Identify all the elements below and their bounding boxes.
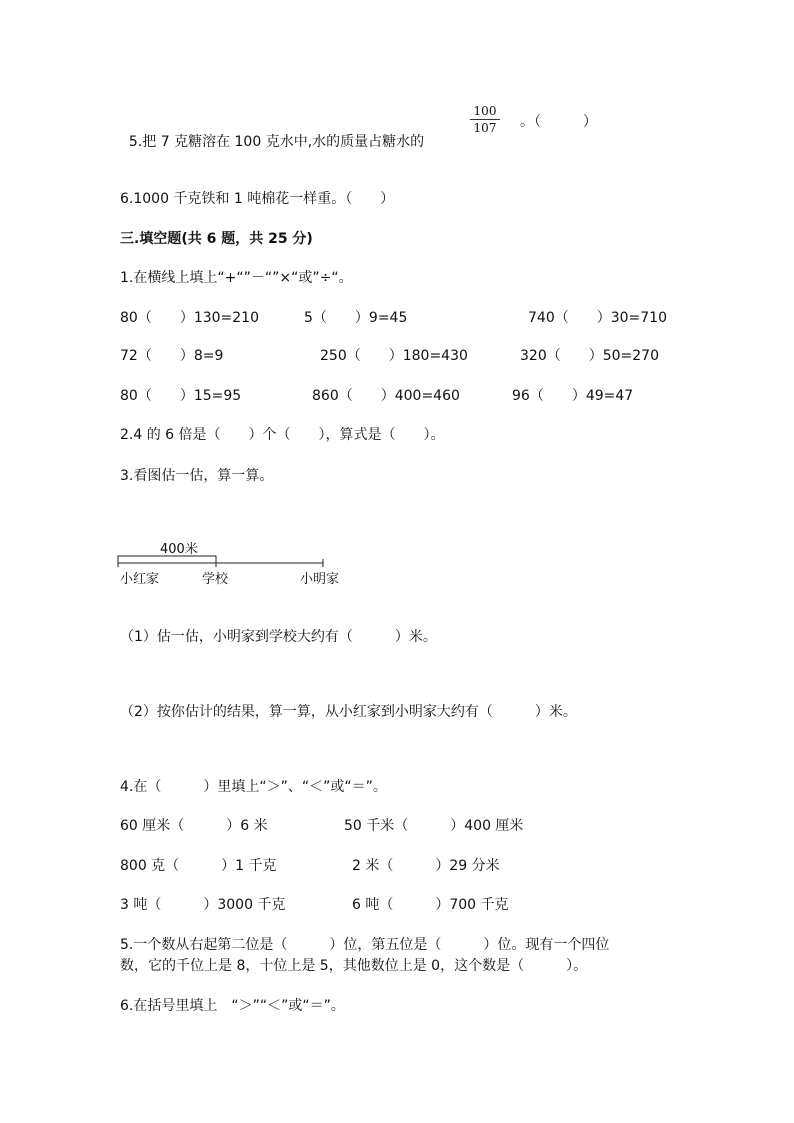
question-2: 2.4 的 6 倍是（ ）个（ ），算式是（ ）。: [120, 427, 445, 443]
question-1-title: 1.在横线上填上“+“”－“”×“或”÷“。: [120, 270, 353, 286]
question-4-title: 4.在（ ）里填上“＞”、“＜”或“＝”。: [120, 779, 387, 795]
q1-row-1-col-1: 80（ ）130=210: [120, 310, 259, 326]
fraction-bar: [470, 119, 500, 120]
question-5-line-1: 5.一个数从右起第二位是（ ）位，第五位是（ ）位。现有一个四位: [120, 937, 610, 953]
label-school: 学校: [202, 572, 229, 587]
question-6: 6.在括号里填上 “＞”“＜”或“＝”。: [120, 998, 345, 1014]
q1-row-3-col-3: 96（ ）49=47: [512, 388, 634, 404]
q1-row-3-col-1: 80（ ）15=95: [120, 388, 242, 404]
q4-row-1-col-2: 50 千米（ ）400 厘米: [344, 818, 524, 834]
q1-row-3-col-2: 860（ ）400=460: [312, 388, 460, 404]
q4-row-2-col-1: 800 克（ ）1 千克: [120, 858, 277, 874]
q4-row-1-col-1: 60 厘米（ ）6 米: [120, 818, 268, 834]
question-3-sub-1: （1）估一估，小明家到学校大约有（ ）米。: [120, 629, 437, 645]
question-5-top-text-before: 5.把 7 克糖溶在 100 克水中,水的质量占糖水的: [128, 134, 425, 150]
q1-row-2-col-2: 250（ ）180=430: [320, 348, 468, 364]
q4-row-3-col-2: 6 吨（ ）700 千克: [352, 897, 509, 913]
question-5-line-2: 数，它的千位上是 8，十位上是 5，其他数位上是 0，这个数是（ ）。: [120, 958, 588, 974]
distance-label: 400米: [160, 542, 198, 557]
q1-row-1-col-3: 740（ ）30=710: [528, 310, 667, 326]
fraction-denominator: 107: [473, 121, 497, 135]
q4-row-3-col-1: 3 吨（ ）3000 千克: [120, 897, 286, 913]
label-xiaoming-home: 小明家: [300, 572, 340, 587]
fraction-numerator: 100: [473, 104, 497, 118]
section-title: 三.填空题(共 6 题，共 25 分): [120, 231, 313, 247]
q1-row-2-col-3: 320（ ）50=270: [520, 348, 659, 364]
q1-row-2-col-1: 72（ ）8=9: [120, 348, 224, 364]
q4-row-2-col-2: 2 米（ ）29 分米: [352, 858, 500, 874]
question-6-top: 6.1000 千克铁和 1 吨棉花一样重。（ ）: [120, 191, 395, 207]
question-3-title: 3.看图估一估，算一算。: [120, 468, 274, 484]
question-5-top-text: [120, 112, 424, 152]
question-5-top-text-after: 。（ ）: [520, 114, 597, 130]
label-xiaohong-home: 小红家: [120, 572, 160, 587]
question-3-sub-2: （2）按你估计的结果，算一算，从小红家到小明家大约有（ ）米。: [120, 704, 577, 720]
q1-row-1-col-2: 5（ ）9=45: [304, 310, 408, 326]
fraction-100-107: [470, 104, 500, 135]
distance-diagram: [110, 532, 370, 592]
